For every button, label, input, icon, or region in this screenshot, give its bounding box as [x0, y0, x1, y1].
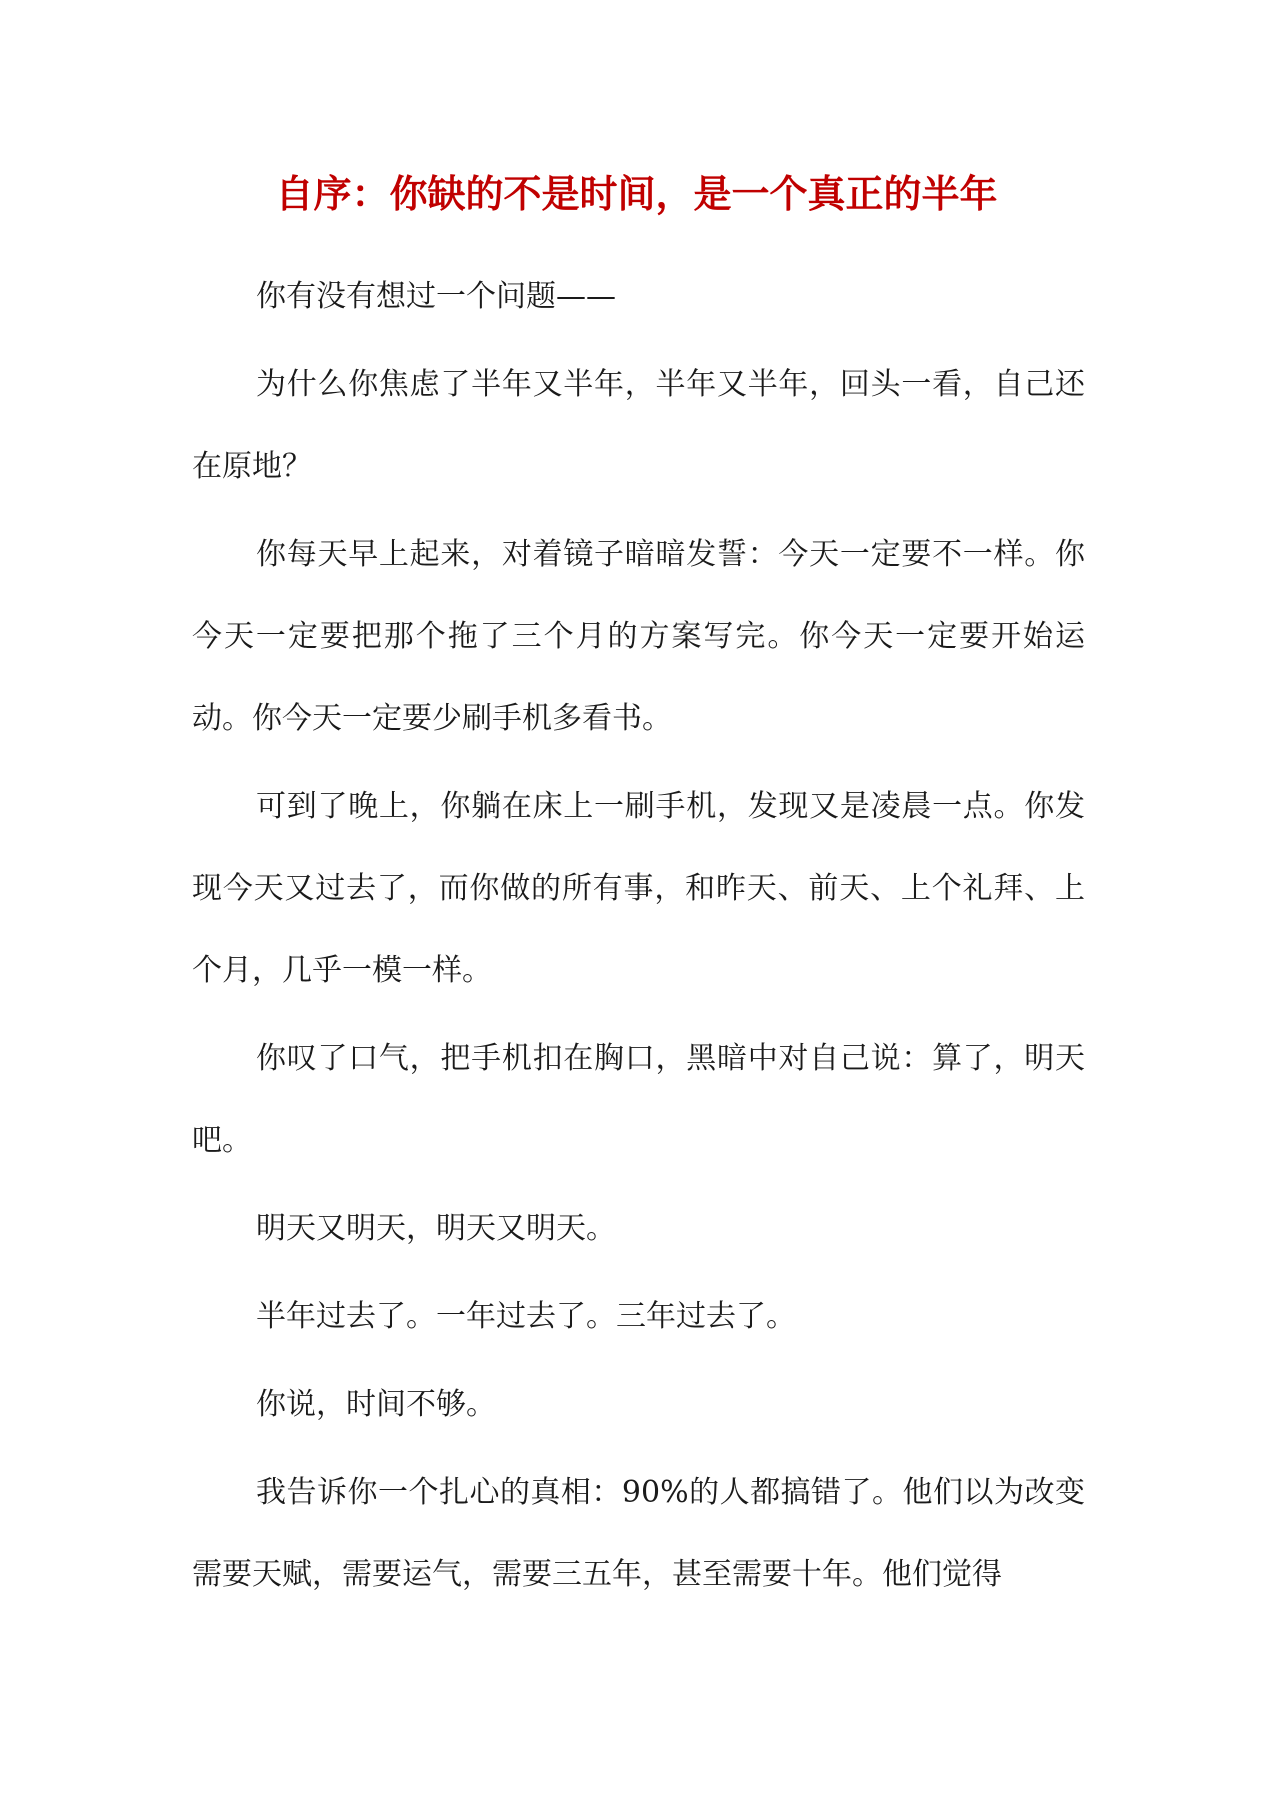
- paragraph-1: 你有没有想过一个问题——: [256, 279, 616, 314]
- paragraph-2: 为什么你焦虑了半年又半年，半年又半年，回头一看，自己还在原地？: [192, 367, 1085, 484]
- document-title: 自序：你缺的不是时间，是一个真正的半年: [275, 171, 998, 216]
- paragraph-7: 半年过去了。一年过去了。三年过去了。: [256, 1299, 796, 1334]
- paragraph-3: 你每天早上起来，对着镜子暗暗发誓：今天一定要不一样。你今天一定要把那个拖了三个月的方案写完。你今天一定要开始运动。你今天一定要少刷手机多看书。: [192, 537, 1085, 736]
- paragraph-6: 明天又明天，明天又明天。: [256, 1211, 616, 1246]
- paragraph-5: 你叹了口气，把手机扣在胸口，黑暗中对自己说：算了，明天吧。: [192, 1041, 1085, 1158]
- paragraph-8: 你说，时间不够。: [256, 1387, 496, 1422]
- paragraph-4: 可到了晚上，你躺在床上一刷手机，发现又是凌晨一点。你发现今天又过去了，而你做的所有事，和昨天、前天、上个礼拜、上个月，几乎一模一样。: [192, 789, 1085, 988]
- document-body: [192, 256, 1085, 1622]
- paragraph-9: 我告诉你一个扎心的真相：90%的人都搞错了。他们以为改变需要天赋，需要运气，需要三五年，甚至需要十年。他们觉得: [192, 1475, 1085, 1592]
